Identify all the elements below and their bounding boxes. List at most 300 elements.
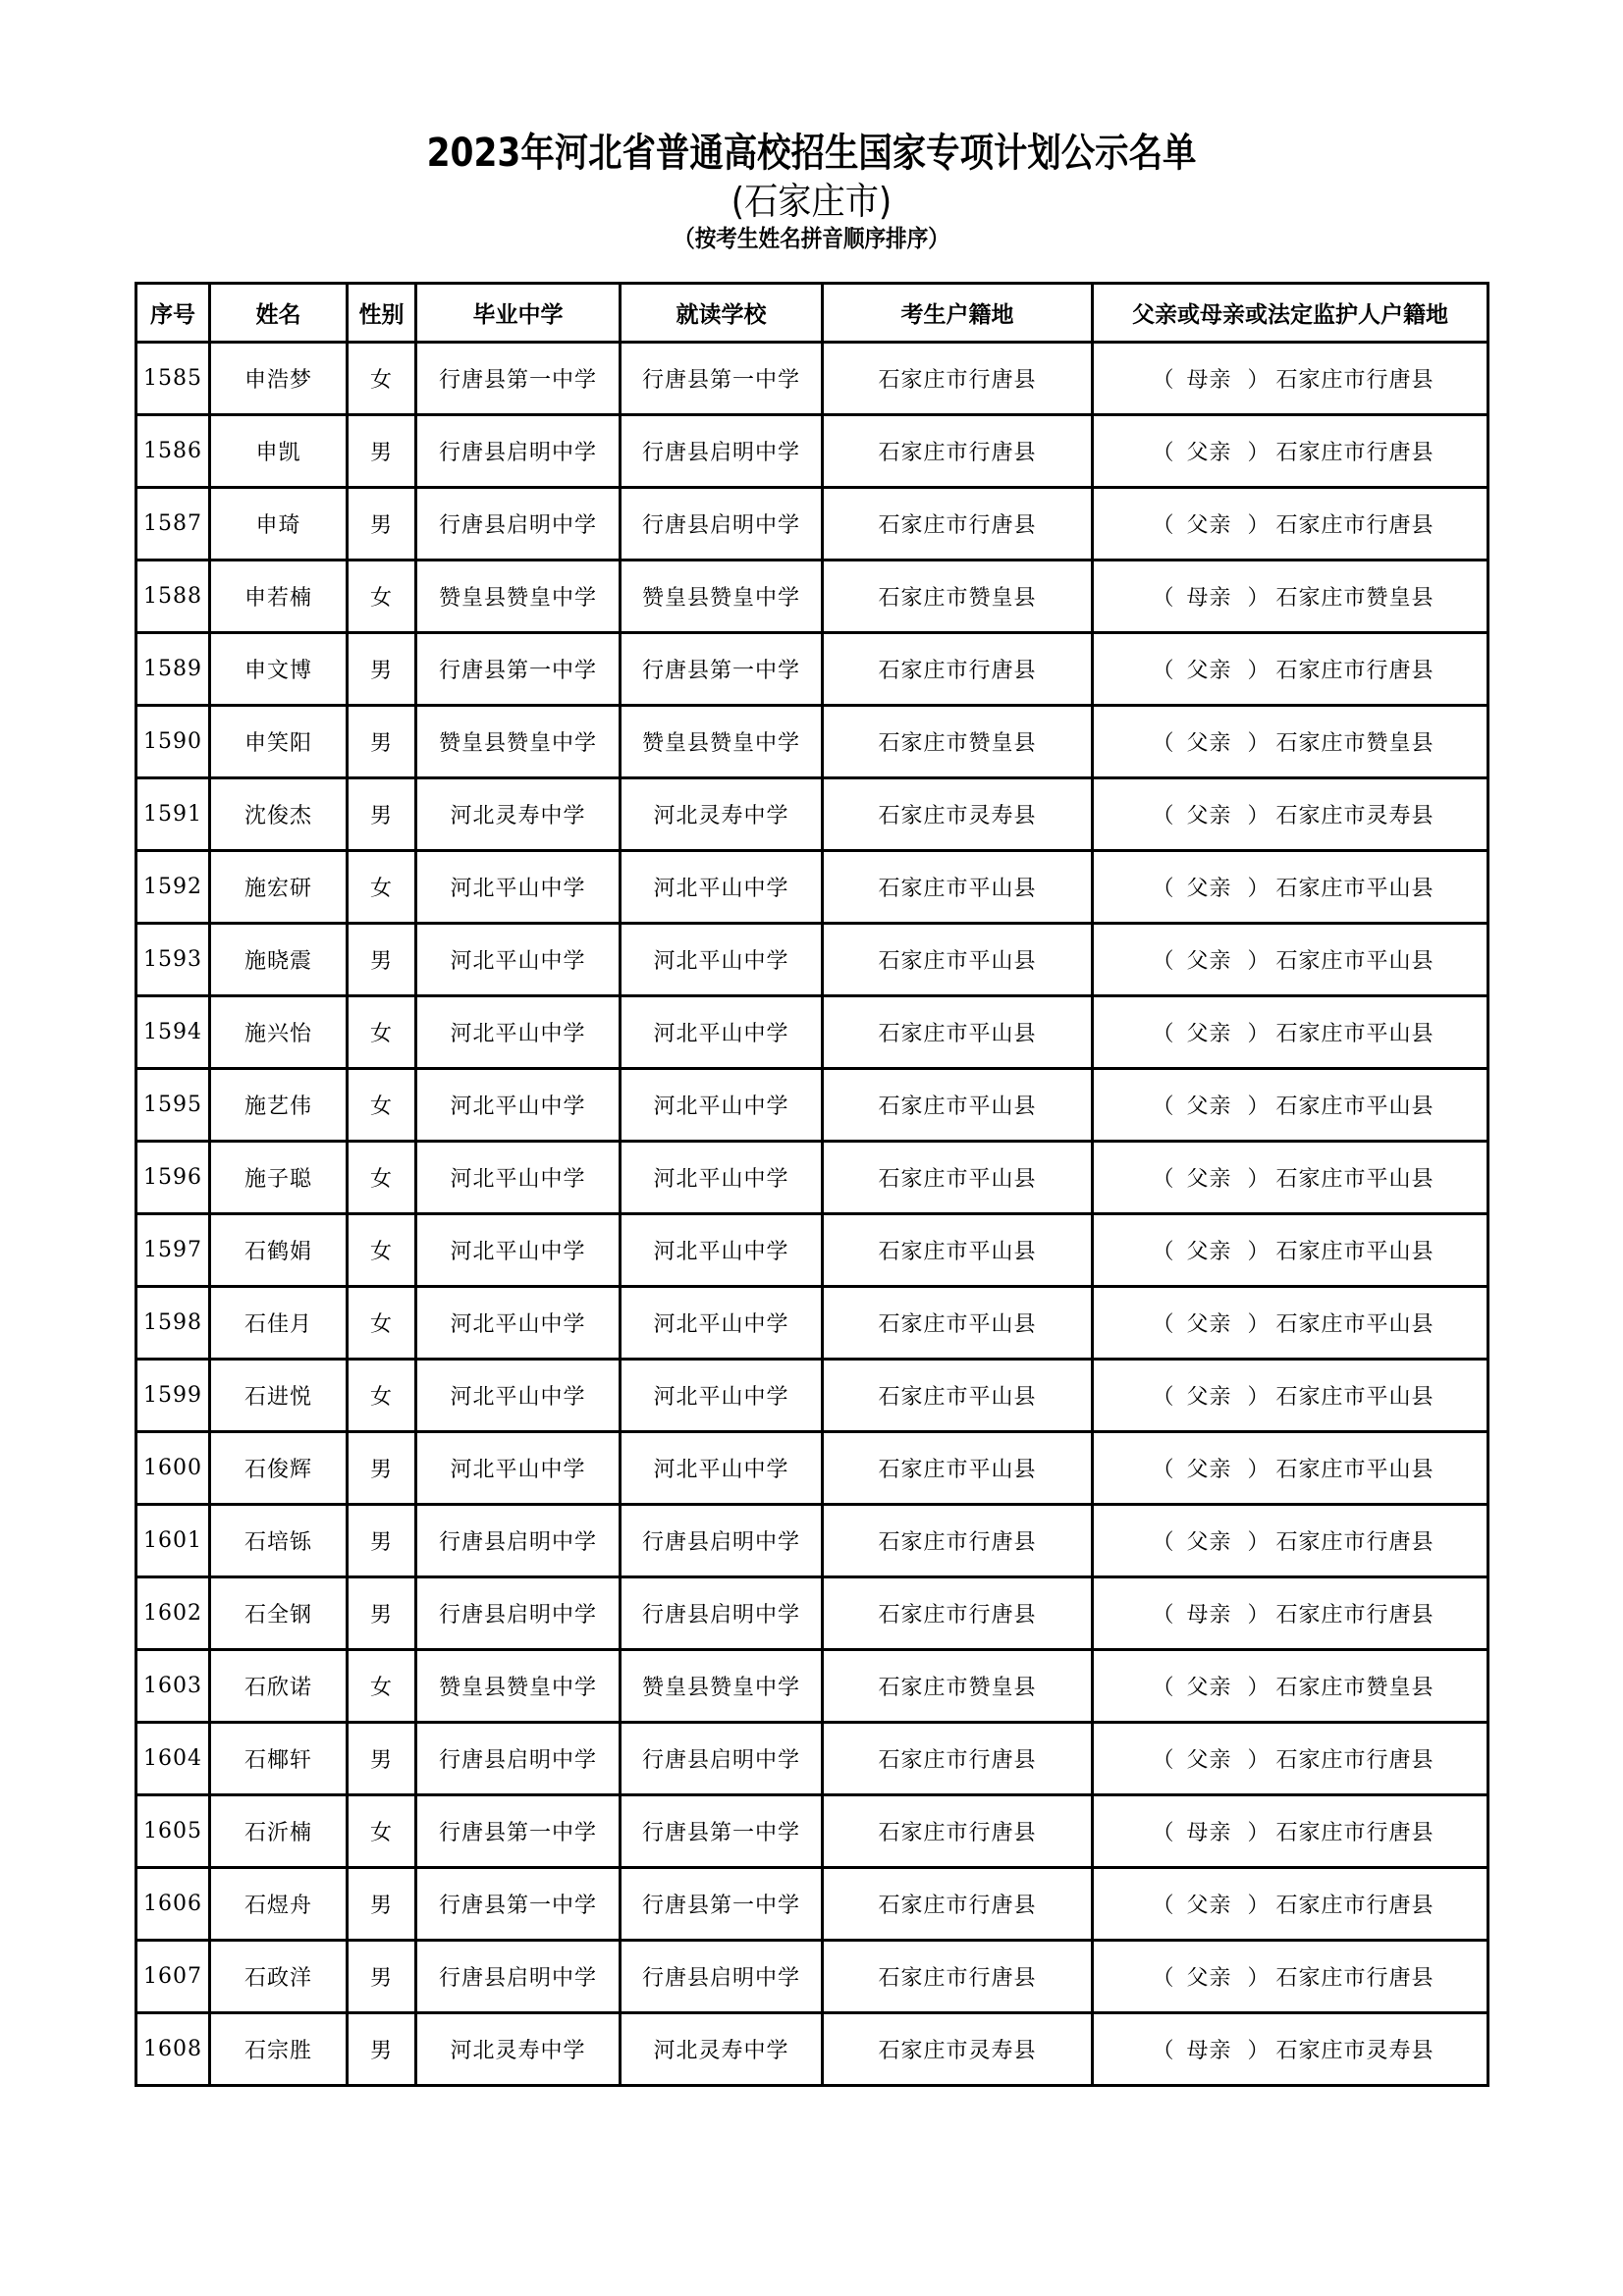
cell-current-school: 行唐县第一中学	[621, 1868, 823, 1941]
cell-household: 石家庄市赞皇县	[823, 1650, 1093, 1723]
cell-household: 石家庄市行唐县	[823, 1577, 1093, 1650]
cell-household: 石家庄市平山县	[823, 851, 1093, 924]
cell-no: 1599	[136, 1360, 210, 1432]
paren-open: （	[1152, 949, 1175, 974]
cell-current-school: 赞皇县赞皇中学	[621, 561, 823, 633]
paren-open: （	[1152, 1385, 1175, 1410]
cell-household: 石家庄市灵寿县	[823, 778, 1093, 851]
cell-parent-household	[1093, 633, 1488, 706]
column-header-gender: 性别	[348, 284, 416, 343]
column-header-grad-school: 毕业中学	[416, 284, 621, 343]
column-header-name: 姓名	[210, 284, 348, 343]
parent-relation: 父亲	[1186, 949, 1232, 974]
paren-open: （	[1152, 1167, 1175, 1192]
cell-no: 1595	[136, 1069, 210, 1142]
cell-household: 石家庄市平山县	[823, 1214, 1093, 1287]
cell-grad-school: 河北平山中学	[416, 924, 621, 996]
paren-open: （	[1152, 1312, 1175, 1337]
cell-gender: 男	[348, 778, 416, 851]
cell-name: 施子聪	[210, 1142, 348, 1214]
parent-relation: 母亲	[1186, 1821, 1232, 1845]
parent-relation: 父亲	[1186, 1458, 1232, 1482]
parent-household-value: 石家庄市灵寿县	[1275, 2039, 1434, 2063]
cell-current-school: 行唐县第一中学	[621, 1795, 823, 1868]
table-row	[136, 343, 1488, 415]
cell-current-school: 赞皇县赞皇中学	[621, 1650, 823, 1723]
cell-grad-school: 河北平山中学	[416, 1432, 621, 1505]
table-row	[136, 706, 1488, 778]
cell-name: 石佳月	[210, 1287, 348, 1360]
cell-parent-household	[1093, 1505, 1488, 1577]
cell-household: 石家庄市行唐县	[823, 1941, 1093, 2013]
cell-parent-household	[1093, 343, 1488, 415]
cell-no: 1593	[136, 924, 210, 996]
cell-no: 1606	[136, 1868, 210, 1941]
cell-parent-household	[1093, 1287, 1488, 1360]
paren-close: ）	[1247, 1022, 1271, 1046]
cell-grad-school: 行唐县第一中学	[416, 343, 621, 415]
paren-close: ）	[1247, 441, 1271, 465]
paren-open: （	[1152, 1603, 1175, 1628]
paren-close: ）	[1247, 731, 1271, 756]
cell-gender: 男	[348, 488, 416, 561]
cell-household: 石家庄市行唐县	[823, 1795, 1093, 1868]
cell-gender: 男	[348, 415, 416, 488]
cell-name: 施艺伟	[210, 1069, 348, 1142]
cell-household: 石家庄市赞皇县	[823, 706, 1093, 778]
paren-open: （	[1152, 731, 1175, 756]
cell-current-school: 河北平山中学	[621, 1069, 823, 1142]
cell-no: 1604	[136, 1723, 210, 1795]
cell-no: 1602	[136, 1577, 210, 1650]
cell-current-school: 行唐县启明中学	[621, 415, 823, 488]
cell-current-school: 河北平山中学	[621, 851, 823, 924]
cell-household: 石家庄市行唐县	[823, 633, 1093, 706]
cell-parent-household	[1093, 1214, 1488, 1287]
cell-no: 1601	[136, 1505, 210, 1577]
cell-household: 石家庄市平山县	[823, 924, 1093, 996]
parent-relation: 母亲	[1186, 2039, 1232, 2063]
paren-open: （	[1152, 586, 1175, 611]
parent-relation: 母亲	[1186, 1603, 1232, 1628]
table-header-row	[136, 284, 1488, 343]
cell-name: 申琦	[210, 488, 348, 561]
parent-relation: 父亲	[1186, 1530, 1232, 1555]
cell-name: 施晓震	[210, 924, 348, 996]
cell-name: 申笑阳	[210, 706, 348, 778]
parent-relation: 父亲	[1186, 1240, 1232, 1264]
cell-gender: 男	[348, 1868, 416, 1941]
paren-close: ）	[1247, 1095, 1271, 1119]
table-row	[136, 996, 1488, 1069]
parent-household-value: 石家庄市行唐县	[1275, 1821, 1434, 1845]
cell-household: 石家庄市行唐县	[823, 415, 1093, 488]
cell-name: 石欣诺	[210, 1650, 348, 1723]
cell-name: 申凯	[210, 415, 348, 488]
cell-grad-school: 河北平山中学	[416, 851, 621, 924]
cell-parent-household	[1093, 415, 1488, 488]
parent-household-value: 石家庄市行唐县	[1275, 1530, 1434, 1555]
table-row	[136, 1650, 1488, 1723]
paren-open: （	[1152, 1894, 1175, 1918]
cell-household: 石家庄市行唐县	[823, 1723, 1093, 1795]
column-header-no: 序号	[136, 284, 210, 343]
paren-open: （	[1152, 513, 1175, 538]
cell-parent-household	[1093, 1432, 1488, 1505]
cell-household: 石家庄市平山县	[823, 1069, 1093, 1142]
cell-no: 1607	[136, 1941, 210, 2013]
cell-gender: 女	[348, 1142, 416, 1214]
paren-open: （	[1152, 1095, 1175, 1119]
cell-household: 石家庄市灵寿县	[823, 2013, 1093, 2086]
cell-parent-household	[1093, 1142, 1488, 1214]
cell-name: 石宗胜	[210, 2013, 348, 2086]
cell-gender: 女	[348, 851, 416, 924]
parent-household-value: 石家庄市赞皇县	[1275, 586, 1434, 611]
parent-household-value: 石家庄市行唐县	[1275, 1748, 1434, 1773]
table-row	[136, 1723, 1488, 1795]
parent-household-value: 石家庄市平山县	[1275, 1022, 1434, 1046]
parent-household-value: 石家庄市平山县	[1275, 949, 1434, 974]
cell-grad-school: 河北灵寿中学	[416, 2013, 621, 2086]
parent-relation: 父亲	[1186, 731, 1232, 756]
parent-relation: 父亲	[1186, 1676, 1232, 1700]
table-row	[136, 415, 1488, 488]
table-row	[136, 561, 1488, 633]
table-row	[136, 1505, 1488, 1577]
parent-relation: 父亲	[1186, 659, 1232, 683]
paren-close: ）	[1247, 513, 1271, 538]
cell-parent-household	[1093, 561, 1488, 633]
paren-close: ）	[1247, 1458, 1271, 1482]
table-row	[136, 1287, 1488, 1360]
cell-no: 1605	[136, 1795, 210, 1868]
table-row	[136, 2013, 1488, 2086]
document-title: 2023年河北省普通高校招生国家专项计划公示名单	[426, 131, 1197, 176]
cell-grad-school: 行唐县启明中学	[416, 1941, 621, 2013]
cell-current-school: 河北平山中学	[621, 1360, 823, 1432]
cell-current-school: 河北灵寿中学	[621, 778, 823, 851]
cell-no: 1598	[136, 1287, 210, 1360]
paren-close: ）	[1247, 586, 1271, 611]
cell-gender: 男	[348, 1941, 416, 2013]
cell-gender: 男	[348, 924, 416, 996]
paren-close: ）	[1247, 949, 1271, 974]
cell-no: 1589	[136, 633, 210, 706]
table-row	[136, 1577, 1488, 1650]
cell-no: 1608	[136, 2013, 210, 2086]
roster-body	[136, 343, 1488, 2086]
cell-parent-household	[1093, 488, 1488, 561]
cell-name: 石俊辉	[210, 1432, 348, 1505]
cell-current-school: 河北平山中学	[621, 996, 823, 1069]
cell-grad-school: 河北平山中学	[416, 1142, 621, 1214]
parent-household-value: 石家庄市行唐县	[1275, 1966, 1434, 1991]
paren-close: ）	[1247, 1312, 1271, 1337]
cell-grad-school: 河北平山中学	[416, 1214, 621, 1287]
cell-grad-school: 行唐县第一中学	[416, 1795, 621, 1868]
paren-close: ）	[1247, 877, 1271, 901]
column-header-household: 考生户籍地	[823, 284, 1093, 343]
cell-gender: 男	[348, 1432, 416, 1505]
parent-household-value: 石家庄市平山县	[1275, 1385, 1434, 1410]
cell-gender: 男	[348, 706, 416, 778]
cell-current-school: 河北平山中学	[621, 1142, 823, 1214]
cell-name: 施宏研	[210, 851, 348, 924]
cell-household: 石家庄市平山县	[823, 1142, 1093, 1214]
paren-close: ）	[1247, 1894, 1271, 1918]
parent-relation: 父亲	[1186, 1022, 1232, 1046]
table-row	[136, 1069, 1488, 1142]
paren-open: （	[1152, 2039, 1175, 2063]
cell-name: 石鹤娟	[210, 1214, 348, 1287]
cell-household: 石家庄市平山县	[823, 1432, 1093, 1505]
parent-household-value: 石家庄市平山县	[1275, 1167, 1434, 1192]
cell-household: 石家庄市平山县	[823, 996, 1093, 1069]
parent-relation: 父亲	[1186, 1385, 1232, 1410]
cell-household: 石家庄市行唐县	[823, 488, 1093, 561]
paren-close: ）	[1247, 1530, 1271, 1555]
parent-household-value: 石家庄市平山县	[1275, 1458, 1434, 1482]
cell-no: 1603	[136, 1650, 210, 1723]
parent-relation: 父亲	[1186, 1748, 1232, 1773]
cell-parent-household	[1093, 851, 1488, 924]
cell-name: 石沂楠	[210, 1795, 348, 1868]
paren-open: （	[1152, 1022, 1175, 1046]
cell-grad-school: 河北灵寿中学	[416, 778, 621, 851]
parent-relation: 父亲	[1186, 804, 1232, 828]
cell-parent-household	[1093, 778, 1488, 851]
table-row	[136, 1432, 1488, 1505]
cell-grad-school: 行唐县启明中学	[416, 488, 621, 561]
parent-household-value: 石家庄市行唐县	[1275, 1603, 1434, 1628]
parent-household-value: 石家庄市赞皇县	[1275, 731, 1434, 756]
paren-open: （	[1152, 1821, 1175, 1845]
column-header-current-school: 就读学校	[621, 284, 823, 343]
cell-grad-school: 行唐县第一中学	[416, 1868, 621, 1941]
cell-current-school: 行唐县启明中学	[621, 1941, 823, 2013]
cell-parent-household	[1093, 1868, 1488, 1941]
cell-no: 1592	[136, 851, 210, 924]
cell-household: 石家庄市平山县	[823, 1287, 1093, 1360]
cell-current-school: 行唐县第一中学	[621, 633, 823, 706]
parent-household-value: 石家庄市平山县	[1275, 1240, 1434, 1264]
cell-parent-household	[1093, 2013, 1488, 2086]
paren-open: （	[1152, 1748, 1175, 1773]
cell-no: 1587	[136, 488, 210, 561]
cell-gender: 女	[348, 1069, 416, 1142]
parent-household-value: 石家庄市赞皇县	[1275, 1676, 1434, 1700]
cell-name: 申文博	[210, 633, 348, 706]
column-header-parent-household: 父亲或母亲或法定监护人户籍地	[1093, 284, 1488, 343]
cell-current-school: 河北平山中学	[621, 1432, 823, 1505]
paren-close: ）	[1247, 2039, 1271, 2063]
paren-close: ）	[1247, 1240, 1271, 1264]
parent-household-value: 石家庄市行唐县	[1275, 513, 1434, 538]
table-row	[136, 1795, 1488, 1868]
cell-gender: 男	[348, 1723, 416, 1795]
cell-grad-school: 河北平山中学	[416, 996, 621, 1069]
cell-no: 1591	[136, 778, 210, 851]
roster-table	[135, 282, 1489, 2087]
cell-gender: 女	[348, 996, 416, 1069]
cell-current-school: 河北平山中学	[621, 924, 823, 996]
cell-name: 石政洋	[210, 1941, 348, 2013]
cell-grad-school: 行唐县启明中学	[416, 1505, 621, 1577]
cell-gender: 女	[348, 1650, 416, 1723]
table-row	[136, 1214, 1488, 1287]
paren-open: （	[1152, 877, 1175, 901]
parent-household-value: 石家庄市行唐县	[1275, 659, 1434, 683]
parent-relation: 父亲	[1186, 1167, 1232, 1192]
sort-order-note: （按考生姓名拼音顺序排序）	[674, 225, 949, 252]
cell-grad-school: 河北平山中学	[416, 1360, 621, 1432]
cell-gender: 女	[348, 561, 416, 633]
parent-household-value: 石家庄市行唐县	[1275, 441, 1434, 465]
table-row	[136, 778, 1488, 851]
document-header	[0, 130, 1623, 253]
cell-grad-school: 赞皇县赞皇中学	[416, 706, 621, 778]
cell-grad-school: 赞皇县赞皇中学	[416, 561, 621, 633]
parent-relation: 父亲	[1186, 441, 1232, 465]
parent-household-value: 石家庄市行唐县	[1275, 368, 1434, 393]
paren-close: ）	[1247, 1676, 1271, 1700]
paren-open: （	[1152, 804, 1175, 828]
paren-close: ）	[1247, 1385, 1271, 1410]
cell-current-school: 行唐县启明中学	[621, 1723, 823, 1795]
cell-grad-school: 行唐县启明中学	[416, 1723, 621, 1795]
cell-current-school: 河北平山中学	[621, 1214, 823, 1287]
cell-name: 沈俊杰	[210, 778, 348, 851]
cell-gender: 男	[348, 2013, 416, 2086]
table-row	[136, 488, 1488, 561]
cell-grad-school: 河北平山中学	[416, 1287, 621, 1360]
cell-no: 1588	[136, 561, 210, 633]
table-row	[136, 633, 1488, 706]
document-subtitle: (石家庄市)	[730, 180, 893, 223]
cell-current-school: 河北平山中学	[621, 1287, 823, 1360]
cell-no: 1585	[136, 343, 210, 415]
cell-current-school: 行唐县第一中学	[621, 343, 823, 415]
cell-gender: 女	[348, 343, 416, 415]
cell-gender: 男	[348, 1505, 416, 1577]
cell-grad-school: 河北平山中学	[416, 1069, 621, 1142]
cell-parent-household	[1093, 1360, 1488, 1432]
parent-relation: 父亲	[1186, 877, 1232, 901]
cell-no: 1586	[136, 415, 210, 488]
cell-household: 石家庄市平山县	[823, 1360, 1093, 1432]
cell-parent-household	[1093, 1795, 1488, 1868]
cell-gender: 女	[348, 1214, 416, 1287]
cell-gender: 男	[348, 633, 416, 706]
paren-open: （	[1152, 1676, 1175, 1700]
paren-close: ）	[1247, 1748, 1271, 1773]
cell-current-school: 行唐县启明中学	[621, 1505, 823, 1577]
cell-parent-household	[1093, 1650, 1488, 1723]
cell-current-school: 河北灵寿中学	[621, 2013, 823, 2086]
cell-name: 石椰轩	[210, 1723, 348, 1795]
cell-no: 1597	[136, 1214, 210, 1287]
cell-household: 石家庄市行唐县	[823, 1505, 1093, 1577]
cell-parent-household	[1093, 924, 1488, 996]
cell-no: 1594	[136, 996, 210, 1069]
cell-parent-household	[1093, 706, 1488, 778]
parent-household-value: 石家庄市平山县	[1275, 1095, 1434, 1119]
cell-no: 1600	[136, 1432, 210, 1505]
parent-relation: 母亲	[1186, 586, 1232, 611]
parent-relation: 父亲	[1186, 1312, 1232, 1337]
paren-open: （	[1152, 659, 1175, 683]
cell-parent-household	[1093, 1069, 1488, 1142]
parent-household-value: 石家庄市行唐县	[1275, 1894, 1434, 1918]
cell-gender: 男	[348, 1577, 416, 1650]
table-row	[136, 1360, 1488, 1432]
paren-close: ）	[1247, 1167, 1271, 1192]
parent-relation: 父亲	[1186, 1966, 1232, 1991]
table-row	[136, 1868, 1488, 1941]
parent-relation: 父亲	[1186, 1894, 1232, 1918]
cell-household: 石家庄市行唐县	[823, 1868, 1093, 1941]
cell-name: 申若楠	[210, 561, 348, 633]
paren-open: （	[1152, 368, 1175, 393]
cell-parent-household	[1093, 1723, 1488, 1795]
parent-relation: 母亲	[1186, 368, 1232, 393]
parent-relation: 父亲	[1186, 1095, 1232, 1119]
cell-grad-school: 赞皇县赞皇中学	[416, 1650, 621, 1723]
parent-household-value: 石家庄市平山县	[1275, 1312, 1434, 1337]
cell-parent-household	[1093, 996, 1488, 1069]
parent-household-value: 石家庄市灵寿县	[1275, 804, 1434, 828]
paren-close: ）	[1247, 804, 1271, 828]
cell-gender: 女	[348, 1287, 416, 1360]
paren-open: （	[1152, 1458, 1175, 1482]
paren-close: ）	[1247, 1821, 1271, 1845]
paren-open: （	[1152, 441, 1175, 465]
cell-parent-household	[1093, 1941, 1488, 2013]
cell-current-school: 赞皇县赞皇中学	[621, 706, 823, 778]
cell-gender: 女	[348, 1795, 416, 1868]
cell-name: 石煜舟	[210, 1868, 348, 1941]
cell-no: 1590	[136, 706, 210, 778]
cell-current-school: 行唐县启明中学	[621, 488, 823, 561]
cell-name: 申浩梦	[210, 343, 348, 415]
cell-gender: 女	[348, 1360, 416, 1432]
cell-name: 石进悦	[210, 1360, 348, 1432]
cell-household: 石家庄市赞皇县	[823, 561, 1093, 633]
table-row	[136, 851, 1488, 924]
cell-grad-school: 行唐县启明中学	[416, 1577, 621, 1650]
cell-name: 石培铄	[210, 1505, 348, 1577]
cell-parent-household	[1093, 1577, 1488, 1650]
paren-open: （	[1152, 1966, 1175, 1991]
cell-current-school: 行唐县启明中学	[621, 1577, 823, 1650]
paren-close: ）	[1247, 368, 1271, 393]
paren-open: （	[1152, 1530, 1175, 1555]
table-row	[136, 1142, 1488, 1214]
cell-grad-school: 行唐县启明中学	[416, 415, 621, 488]
parent-relation: 父亲	[1186, 513, 1232, 538]
cell-name: 施兴怡	[210, 996, 348, 1069]
table-row	[136, 924, 1488, 996]
cell-no: 1596	[136, 1142, 210, 1214]
paren-close: ）	[1247, 659, 1271, 683]
cell-household: 石家庄市行唐县	[823, 343, 1093, 415]
table-row	[136, 1941, 1488, 2013]
paren-close: ）	[1247, 1603, 1271, 1628]
paren-close: ）	[1247, 1966, 1271, 1991]
parent-household-value: 石家庄市平山县	[1275, 877, 1434, 901]
paren-open: （	[1152, 1240, 1175, 1264]
